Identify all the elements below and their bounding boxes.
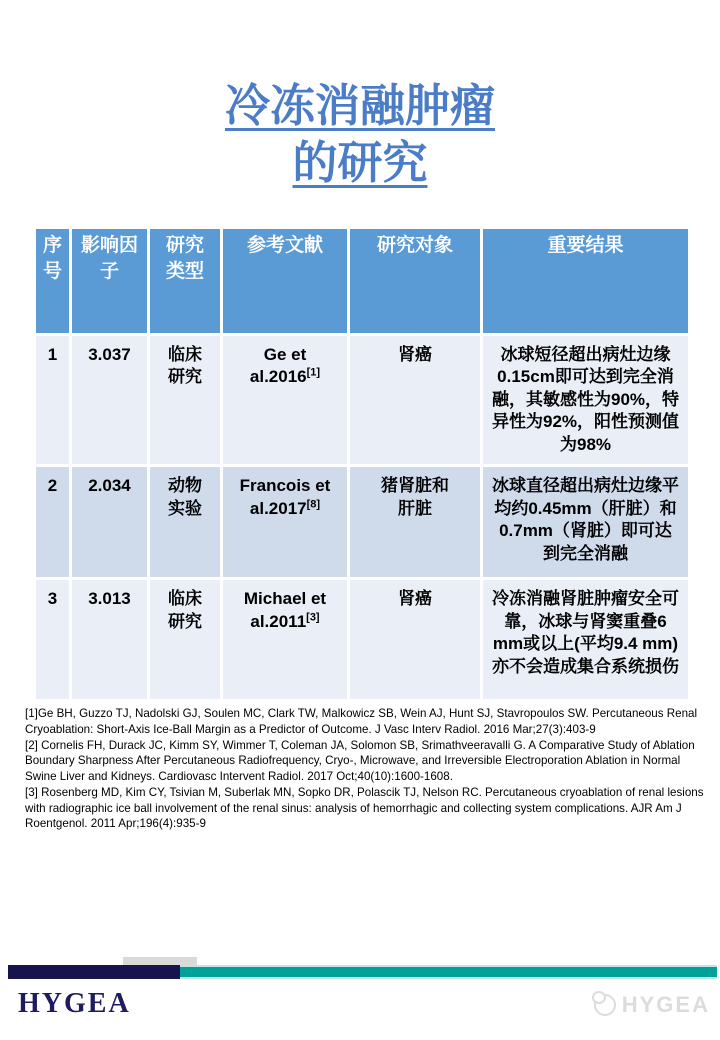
impact-factor-cell: 2.034 (71, 466, 149, 579)
column-header: 序号 (35, 228, 71, 335)
reference-item: [1]Ge BH, Guzzo TJ, Nadolski GJ, Soulen MC, Clark TW, Malkowicz SB, Wein AJ, Hunt SJ, Stavropoulos SW. Percutaneous Renal Cryoablation: Short-Axis Ice-Ball Margin as a Predictor of Outcome. J Vasc Interv Radiol. 2016 Mar;27(3):403-9 (25, 707, 698, 736)
result-cell: 冰球短径超出病灶边缘0.15cm即可达到完全消融，其敏感性为90%，特异性为92%，阳性预测值为98% (482, 335, 690, 466)
column-header: 重要结果 (482, 228, 690, 335)
study-type-cell: 动物实验 (149, 466, 222, 579)
footer-navy-bar (8, 965, 180, 979)
reference-cell: Francois et al.2017[8] (222, 466, 349, 579)
table-body (35, 335, 690, 701)
table-row (35, 579, 690, 701)
result-cell: 冰球直径超出病灶边缘平均约0.45mm（肝脏）和0.7mm（肾脏）即可达到完全消融 (482, 466, 690, 579)
table-row (35, 466, 690, 579)
serial-cell: 1 (35, 335, 71, 466)
study-type-cell: 临床研究 (149, 579, 222, 701)
result-cell: 冷冻消融肾脏肿瘤安全可靠，冰球与肾窦重叠6 mm或以上(平均9.4 mm)亦不会造成集合系统损伤 (482, 579, 690, 701)
reference-item: [2] Cornelis FH, Durack JC, Kimm SY, Wimmer T, Coleman JA, Solomon SB, Srimathveeravalli G. A Comparative Study of Ablation Boundary Sharpness After Percutaneous Radiofrequency, Cryo-, Microwave, and Irreversible Electroporation Ablation in Normal Swine Liver and Kidneys. Cardiovasc Intervent Radiol. 2017 Oct;40(10):1600-1608. (25, 738, 695, 784)
reference-cell: Michael et al.2011[3] (222, 579, 349, 701)
serial-cell: 2 (35, 466, 71, 579)
column-header: 影响因子 (71, 228, 149, 335)
page-title-line1: 冷冻消融肿瘤 (224, 80, 495, 131)
table-row (35, 335, 690, 466)
impact-factor-cell: 3.037 (71, 335, 149, 466)
watermark (594, 992, 710, 1018)
column-header: 研究类型 (149, 228, 222, 335)
study-type-cell: 临床研究 (149, 335, 222, 466)
subject-cell: 肾癌 (349, 335, 482, 466)
subject-cell: 肾癌 (349, 579, 482, 701)
column-header: 参考文献 (222, 228, 349, 335)
subject-cell: 猪肾脏和肝脏 (349, 466, 482, 579)
serial-cell: 3 (35, 579, 71, 701)
reference-item: [3] Rosenberg MD, Kim CY, Tsivian M, Suberlak MN, Sopko DR, Polascik TJ, Nelson RC. Percutaneous cryoablation of renal lesions with radiographic ice ball involvement of the renal sinus: analysis of hemorrhagic and collecting system complications. AJR Am J Roentgenol. 2011 Apr;196(4):935-9 (25, 785, 704, 831)
references (25, 706, 713, 832)
column-header: 研究对象 (349, 228, 482, 335)
study-table (33, 226, 688, 702)
study-table-grid (33, 226, 691, 702)
reference-cell: Ge et al.2016[1] (222, 335, 349, 466)
page-title (0, 78, 720, 191)
page-title-line2: 的研究 (292, 136, 428, 188)
hygea-logo-icon (594, 994, 616, 1016)
table-header-row (35, 228, 690, 335)
footer-teal-bar (180, 965, 717, 979)
impact-factor-cell: 3.013 (71, 579, 149, 701)
watermark-text: HYGEA (621, 992, 710, 1017)
brand-logo-text: HYGEA (18, 988, 131, 1019)
